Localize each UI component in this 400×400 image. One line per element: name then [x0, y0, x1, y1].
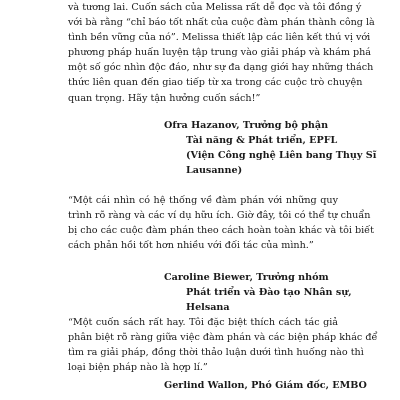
attribution-line: Lausanne)	[186, 165, 243, 177]
testimonial-line: thức liên quan đến giao tiếp từ xa trong các cuộc trò chuyện	[68, 77, 363, 89]
testimonial-line: tình bền vững của nó”. Melissa thiết lập các liên kết thú vị với	[68, 32, 371, 44]
attribution-line: Gerlind Wallon, Phó Giám đốc, EMBO	[164, 380, 367, 391]
testimonial-2-attribution	[164, 270, 364, 315]
testimonial-2-text	[68, 193, 374, 253]
testimonial-line: cách phản hồi tốt hơn nhiều với đối tác của mình.”	[68, 240, 314, 252]
testimonial-line: quan trọng. Hãy tận hưởng cuốn sách!”	[68, 92, 261, 104]
testimonial-line: “Một cuốn sách rất hay. Tôi đặc biệt thích cách tác giả	[68, 317, 338, 328]
attribution-line: Helsana	[186, 302, 230, 314]
testimonial-line: phương pháp huấn luyện tập trung vào giải pháp và khám phá	[68, 47, 371, 59]
testimonial-line: loại biện pháp nào là hợp lí.”	[68, 362, 208, 374]
attribution-line: Phát triển và Đào tạo Nhân sự,	[186, 287, 352, 299]
attribution-line: (Viện Công nghệ Liên bang Thụy Sĩ	[186, 150, 377, 162]
testimonial-1-text	[68, 0, 375, 106]
testimonial-line: một số góc nhìn độc đáo, như sự đa dạng giới hay những thách	[68, 62, 374, 74]
testimonial-1-attribution	[164, 118, 377, 178]
testimonial-line: tìm ra giải pháp, đồng thời thảo luận dưới tình huống nào thì	[68, 347, 364, 359]
testimonial-line: và tương lai. Cuốn sách của Melissa rất dễ đọc và tôi đồng ý	[68, 2, 362, 13]
testimonial-line: “Một cái nhìn có hệ thống về đàm phán với những quy	[68, 195, 338, 206]
attribution-line: Tài năng & Phát triển, EPFL	[186, 135, 338, 147]
attribution-line: Caroline Biewer, Trưởng nhóm	[164, 272, 329, 283]
testimonial-3-text	[68, 315, 378, 375]
testimonial-line: bị cho các cuộc đàm phán theo cách hoàn toàn khác và tôi biết	[68, 225, 374, 237]
testimonial-3-attribution	[164, 378, 367, 393]
attribution-line: Ofra Hazanov, Trưởng bộ phận	[164, 120, 329, 131]
testimonial-line: với bà rằng “chỉ báo tốt nhất của cuộc đàm phán thành công là	[68, 17, 375, 29]
testimonial-line: phân biệt rõ ràng giữa việc đàm phán và các biện pháp khác để	[68, 332, 378, 344]
testimonial-line: trình rõ ràng và các ví dụ hữu ích. Giờ đây, tôi có thể tự chuẩn	[68, 210, 371, 222]
